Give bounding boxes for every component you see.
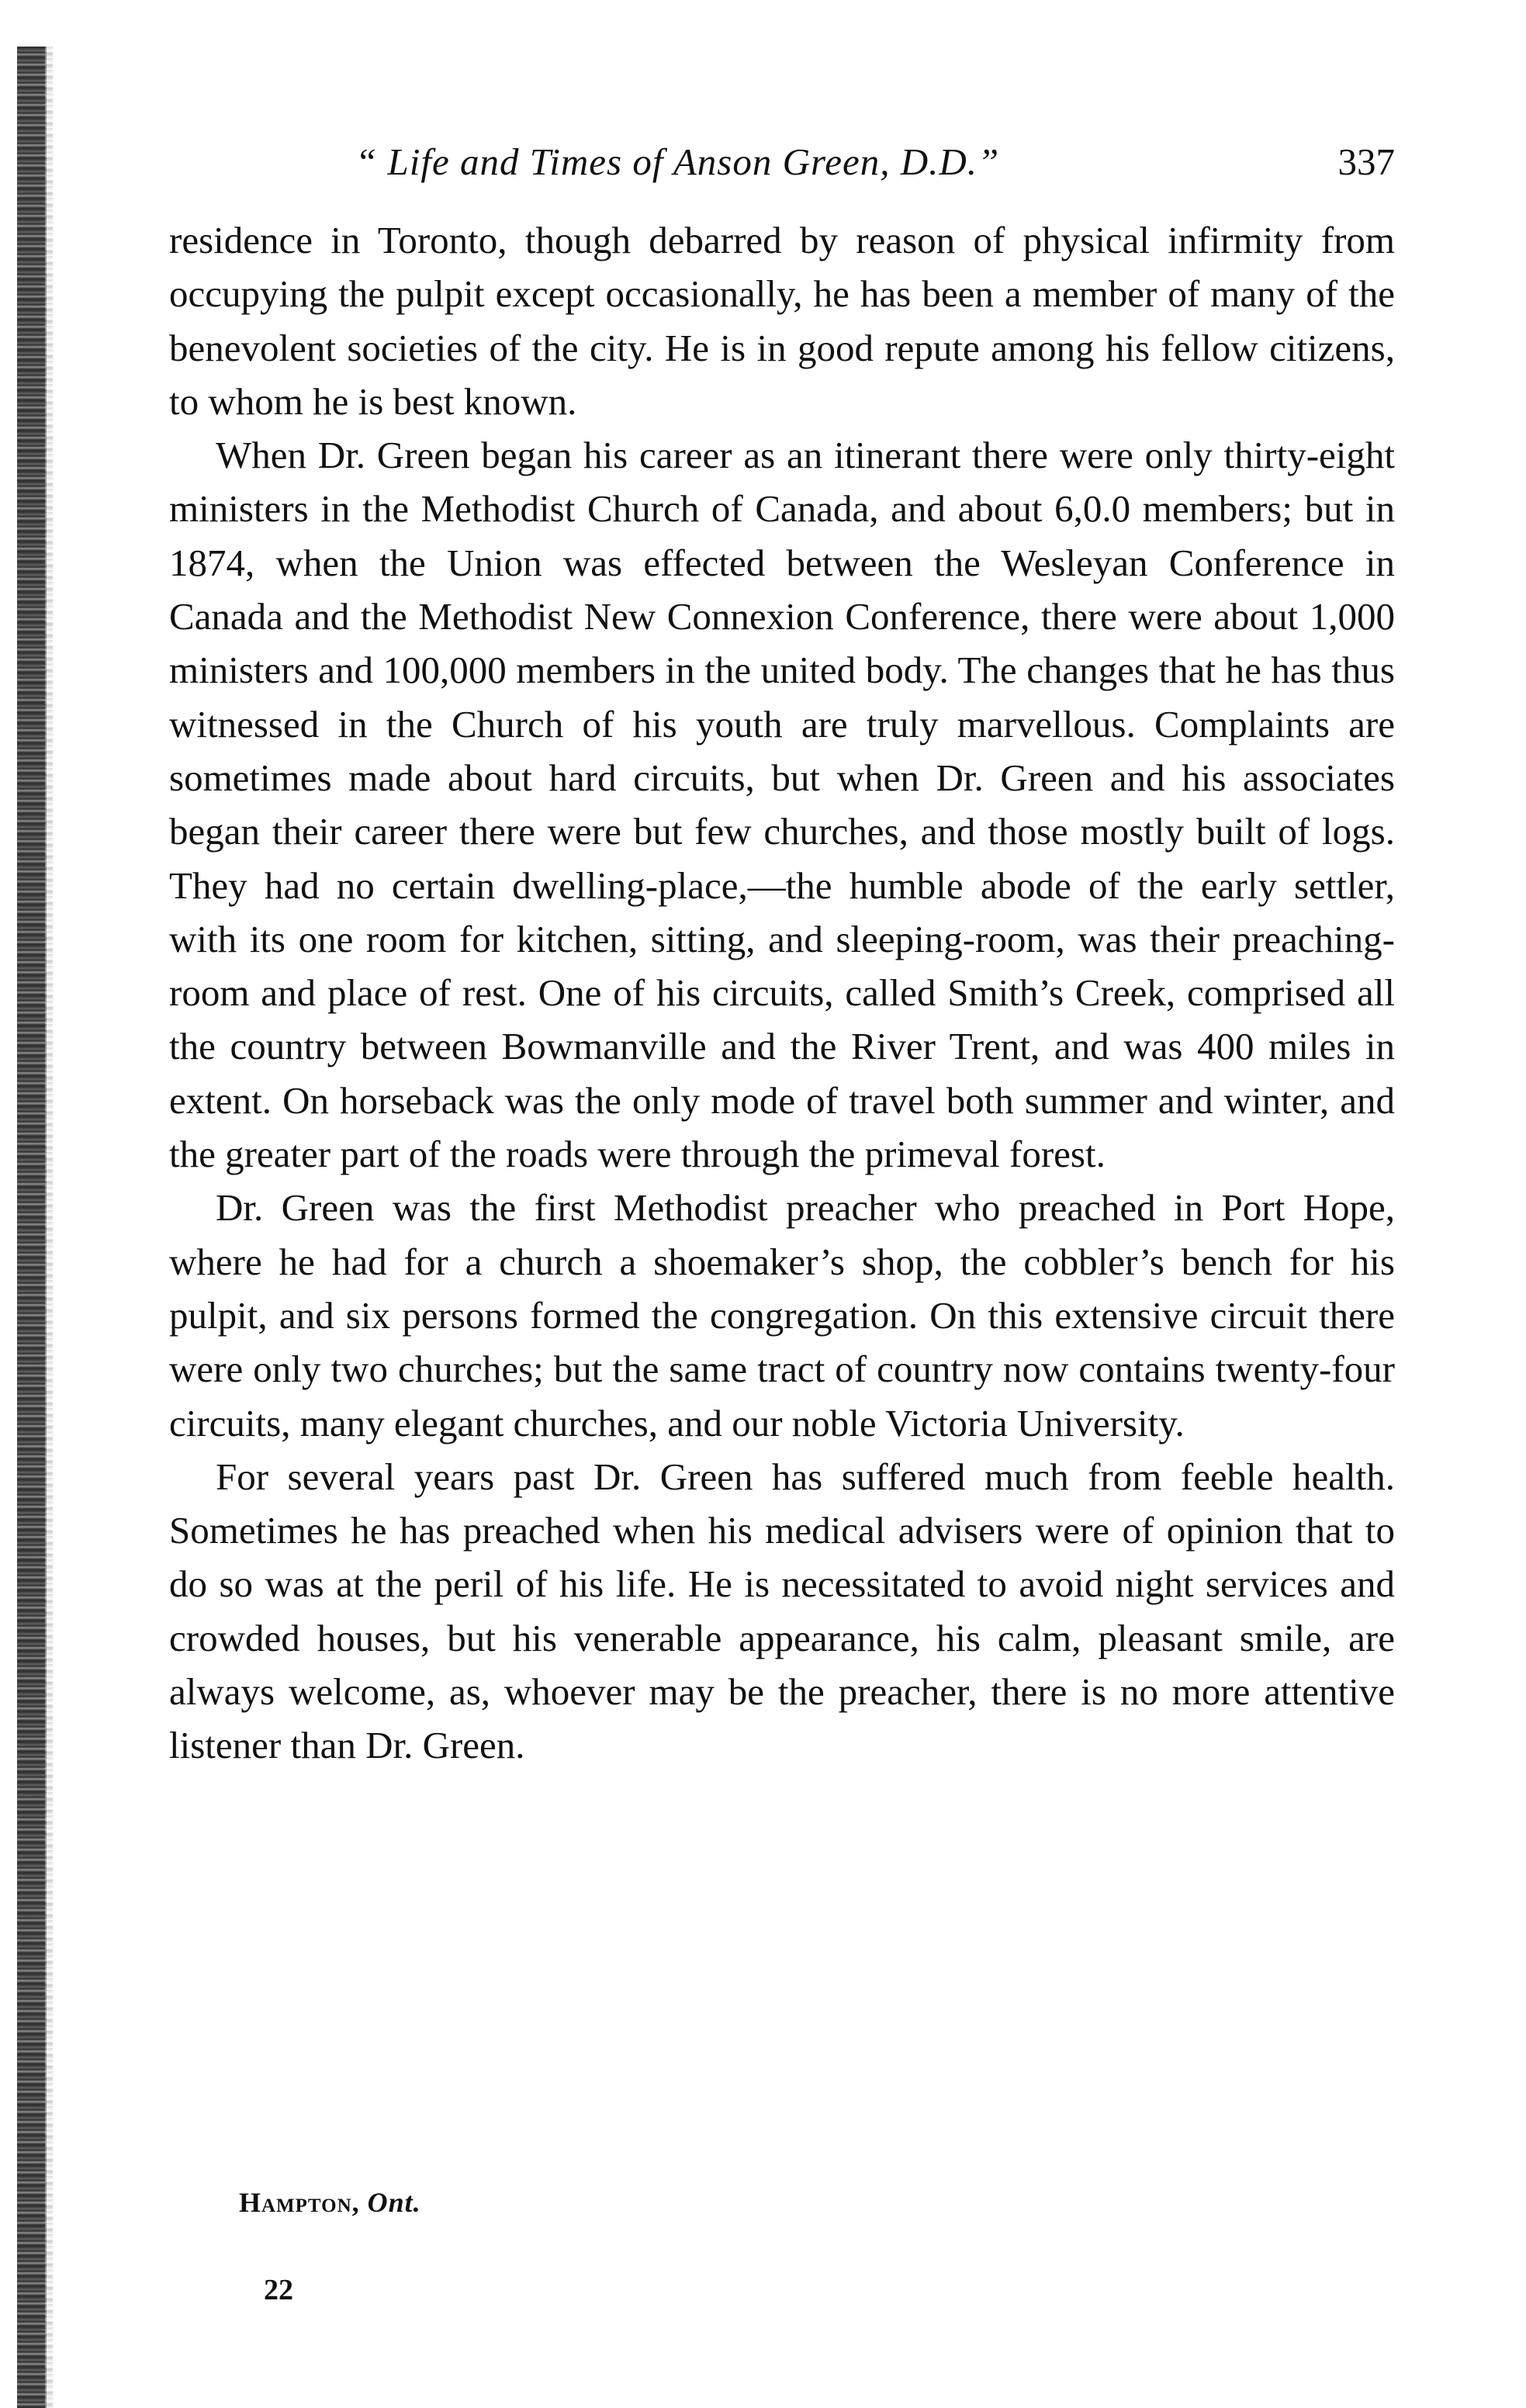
printer-signature-mark: 22 [264,2274,293,2306]
paragraph-1: residence in Toronto, though debarred by reason of physical infirmity from occupying the pulpit except occasionally, he has been a member of many of the benevolent societies of the city. He is in good repute among his fellow citizens, to whom he is best known. [169,219,1395,423]
book-binding-shadow [45,47,53,2408]
paragraph-4: For several years past Dr. Green has suffered much from feeble health. Sometimes he has preached when his medical advisers were of opinion that to do so was at the peril of his life. He is necessitated to avoid night services and crowded houses, but his venerable appearance, his calm, pleasant smile, are always welcome, as, whoever may be the preacher, there is no more attentive listener than Dr. Green. [169,1455,1395,1767]
page-number: 337 [1337,140,1395,183]
book-binding-edge [17,47,47,2408]
signature-line [239,2186,421,2219]
paragraph-2: When Dr. Green began his career as an itinerant there were only thirty-eight ministers in the Methodist Church of Canada, and about 6,0.0 members; but in 1874, when the Union was effected between the Wesleyan Conference in Canada and the Methodist New Connexion Conference, there were about 1,000 ministers and 100,000 members in the united body. The changes that he has thus witnessed in the Church of his youth are truly marvellous. Complaints are sometimes made about hard circuits, but when Dr. Green and his associates began their career there were but few churches, and those mostly built of logs. They had no certain dwelling-place,—the humble abode of the early settler, with its one room for kitchen, sitting, and sleeping-room, was their preaching-room and place of rest. One of his circuits, called Smith’s Creek, comprised all the country between Bowmanville and the River Trent, and was 400 miles in extent. On horseback was the only mode of travel both summer and winter, and the greater part of the roads were through the primeval forest. [169,434,1395,1176]
running-head [169,140,1395,209]
signature-name: Hampton, [239,2187,360,2218]
paragraph-3: Dr. Green was the first Methodist preacher who preached in Port Hope, where he had for a church a shoemaker’s shop, the cobbler’s bench for his pulpit, and six persons formed the congregation. On this extensive circuit there were only two churches; but the same tract of country now contains twenty-four circuits, many elegant churches, and our noble Victoria University. [169,1186,1395,1444]
body-text [169,213,1395,1773]
running-title: “ Life and Times of Anson Green, D.D.” [355,140,1000,183]
signature-place: Ont. [367,2187,421,2218]
